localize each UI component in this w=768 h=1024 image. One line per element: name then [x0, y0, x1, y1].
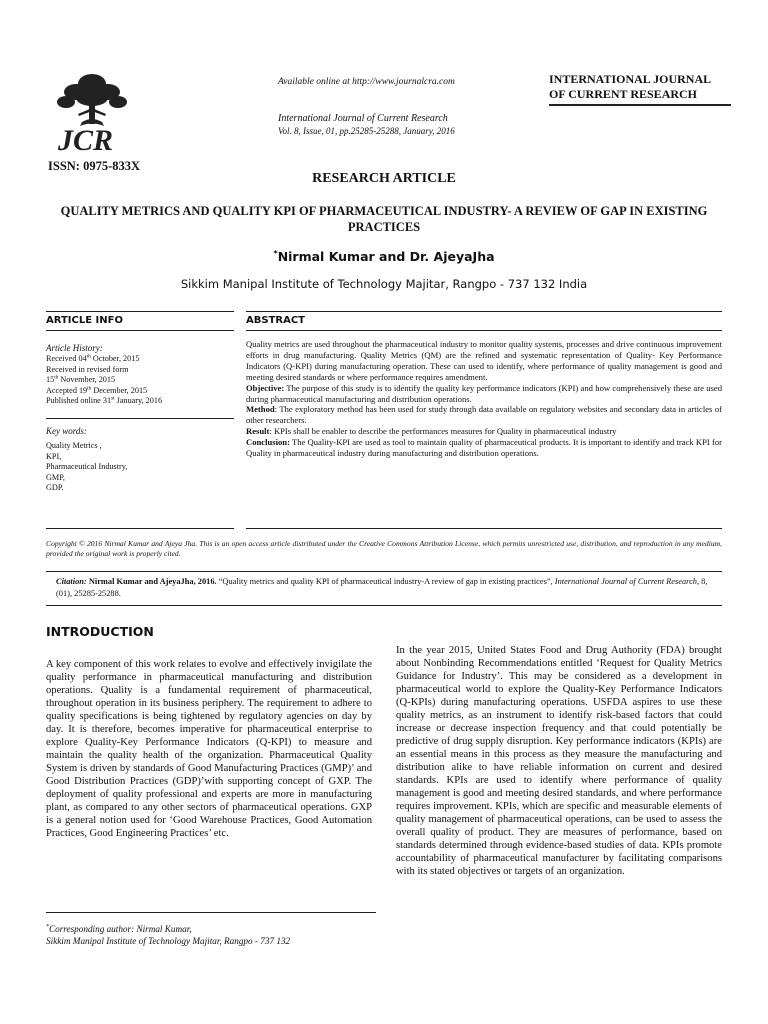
keyword: Pharmaceutical Industry,: [46, 462, 128, 472]
divider: [46, 311, 234, 312]
citation-journal: International Journal of Current Research: [554, 577, 697, 586]
keywords: [46, 425, 234, 494]
journal-name: International Journal of Current Research: [278, 113, 448, 124]
history-line: Received in revised form: [46, 364, 129, 374]
footnote-divider: [46, 912, 376, 913]
intro-paragraph: A key component of this work relates to evolve and effectively invigilate the quality performance in pharmaceutical manufacturing and distribution operations. Quality is a fundamental requirement of pharmaceutical, throughout operation in its business periphery. The requirement to adhere to quality specifications is being tightened by regulatory agencies on day by day. It is therefore, becomes imperative for pharmaceutical enterprise to explore Quality-Key Performance Indicators (Q-KPI) to measure and maintain the quality health of the organization. Pharmaceutical Quality System is driven by standards of Good Manufacturing Practices (GMP)’ and Good Distribution Practices (GDP)’with supporting concept of GXP. The deployment of quality professional and experts are more in manufacturing plant, as compared to any other sectors of pharmaceutical operations. GXP is a general notion used for ‘Good Warehouse Practices, Good Automation Practices, Good Engineering Practices’ etc.: [46, 659, 372, 839]
affiliation: Sikkim Manipal Institute of Technology Majitar, Rangpo - 737 132 India: [180, 277, 588, 291]
citation-text: “Quality metrics and quality KPI of pharmaceutical industry-A review of gap in existing practices”,: [216, 577, 555, 586]
intro-paragraph: In the year 2015, United States Food and Drug Authority (FDA) brought about Nonbinding Recommendations entitled ‘Request for Quality Metrics Guidance for Industry’. This may be considered as a development in pharmaceutical world to explore the Quality-Key Performance Indicators (Q-KPIs) during manufacturing operations. USFDA aspires to use these quality metrics, as an instrument to identify risk-based factors that could increase or decrease inspection frequency and that could potentially be predictive of drug supply disruption. Key performance indicators (KPIs) are an essential means in this process as they measure the manufacturing and distribution alike to have reliable information on current and desired standards. KPIs are used to identify where performance of quality management is good and meeting desired standards, and where performance requires improvement. KPIs, which are specific and measurable elements of quality management of pharmaceutical operations, can be used to assess the overall quality of product. They are measures of performance, based on standards determined through evidence-based studies of data. KPIs promote accountability of pharmaceutical manufacturer by facilitating comparisons with its stated objectives or targets of an organization.: [396, 645, 722, 877]
keyword: KPI,: [46, 451, 62, 461]
article-title: QUALITY METRICS AND QUALITY KPI OF PHARMACEUTICAL INDUSTRY- A REVIEW OF GAP IN EXISTING PRACTICES: [60, 204, 708, 234]
history-line: 15th November, 2015: [46, 374, 116, 385]
divider: [246, 311, 722, 312]
abstract-intro: Quality metrics are used throughout the pharmaceutical industry to monitor quality systems, processes and drive continuous improvement efforts in drug manufacturing. Quality Metrics (QM) are the refined and systematic representation of Quality- Key Performance Indicators (Q-KPI) during manufacturing operation. These can used to identify, where performance of quality management is good and meeting desired standards or where performance requires amendment.: [246, 339, 722, 382]
footnote-mark: *: [46, 923, 49, 930]
availability-line: Available online at http://www.journalcra.com: [278, 77, 455, 87]
copyright-notice: Copyright © 2016 Nirmal Kumar and Ajeya Jha. This is an open access article distributed under the Creative Commons Attribution License, which permits unrestricted use, distribution, and reproduction in any medium, provided the original work is properly cited.: [46, 539, 722, 558]
intro-left-column: [46, 658, 372, 840]
journal-brand: [549, 72, 731, 106]
keyword: Quality Metrics ,: [46, 441, 102, 450]
authors: [0, 249, 768, 264]
abstract-result: Result: KPIs shall be enabler to describe the performances measures for Quality in pharmaceutical industry: [246, 426, 617, 437]
corresponding-author-footnote: [46, 924, 376, 947]
article-info-heading: ARTICLE INFO: [46, 315, 123, 326]
keywords-label: Key words:: [46, 426, 87, 436]
intro-right-column: [396, 644, 722, 878]
abstract-heading: ABSTRACT: [246, 315, 305, 326]
volume-line: Vol. 8, Issue, 01, pp.25285-25288, January, 2016: [278, 126, 455, 136]
journal-logo-icon: [52, 66, 132, 154]
author-names: Nirmal Kumar and Dr. AjeyaJha: [277, 249, 495, 264]
divider: [246, 528, 722, 529]
citation-authors: Nirmal Kumar and AjeyaJha, 2016.: [88, 577, 217, 586]
brand-line-1: INTERNATIONAL JOURNAL: [549, 72, 712, 86]
divider: [46, 330, 234, 331]
article-type: RESEARCH ARTICLE: [312, 171, 456, 186]
abstract-conclusion: Conclusion: The Quality-KPI are used as tool to maintain quality of pharmaceutical products. It is important to identify and track KPI for Quality in pharmaceutical industry during manufacturing and distribution operations.: [246, 437, 722, 459]
citation-label: Citation:: [56, 577, 87, 586]
keyword: GMP,: [46, 472, 65, 482]
divider: [46, 528, 234, 529]
history-line: Received 04th October, 2015: [46, 353, 140, 363]
history-line: Accepted 19th December, 2015: [46, 385, 148, 395]
citation-ref: , 8, (01), 25285-25288.: [56, 577, 708, 598]
brand-line-2: OF CURRENT RESEARCH: [549, 87, 698, 101]
issn: ISSN: 0975-833X: [48, 159, 141, 173]
author-mark: *: [273, 247, 278, 258]
history-label: Article History:: [46, 343, 103, 353]
divider: [246, 330, 722, 331]
article-history: [46, 342, 234, 407]
abstract-text: [246, 339, 722, 459]
history-line: Published online 31st January, 2016: [46, 395, 163, 406]
abstract-method: Method: The exploratory method has been used for study through data available on regulatory websites and secondary data in articles of other researchers.: [246, 404, 722, 426]
keyword: GDP.: [46, 483, 64, 493]
footnote-line: Corresponding author: Nirmal Kumar,: [48, 924, 192, 934]
footnote-line: Sikkim Manipal Institute of Technology Majitar, Rangpo - 737 132: [46, 935, 291, 946]
citation-box: [46, 571, 722, 606]
introduction-heading: INTRODUCTION: [46, 624, 154, 639]
svg-text:JCR: JCR: [58, 124, 114, 154]
abstract-objective: Objective: The purpose of this study is to identify the quality key performance indicators (KPI) and how comprehensively these are used during pharmaceutical manufacturing and distribution operations.: [246, 382, 722, 404]
divider: [46, 418, 234, 419]
